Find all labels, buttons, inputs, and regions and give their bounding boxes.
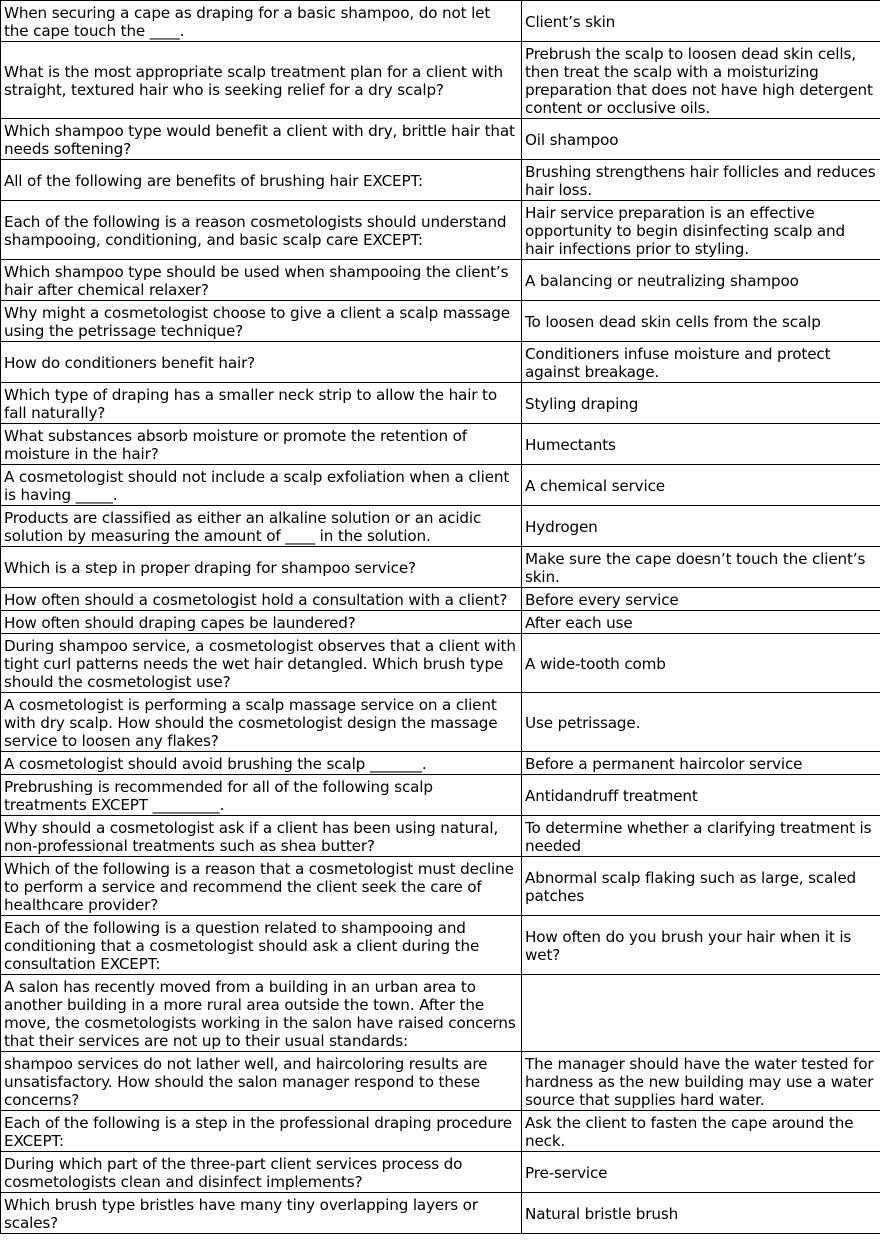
question-cell: What is the most appropriate scalp treatment plan for a client with straight, textured hair who is seeking relief for a dry scalp? — [1, 42, 522, 119]
table-row — [1, 1111, 880, 1152]
table-row — [1, 119, 880, 160]
answer-cell: Oil shampoo — [522, 119, 880, 160]
table-row — [1, 160, 880, 201]
question-cell: How often should draping capes be laundered? — [1, 611, 522, 634]
question-cell: Prebrushing is recommended for all of the following scalp treatments EXCEPT _________. — [1, 775, 522, 816]
question-cell: How often should a cosmetologist hold a consultation with a client? — [1, 588, 522, 611]
answer-cell: To loosen dead skin cells from the scalp — [522, 301, 880, 342]
table-row — [1, 916, 880, 975]
question-cell: What substances absorb moisture or promote the retention of moisture in the hair? — [1, 424, 522, 465]
question-cell: Which type of draping has a smaller neck strip to allow the hair to fall naturally? — [1, 383, 522, 424]
question-cell: Which brush type bristles have many tiny overlapping layers or scales? — [1, 1193, 522, 1234]
table-row — [1, 260, 880, 301]
answer-cell: Client’s skin — [522, 1, 880, 42]
table-row — [1, 342, 880, 383]
question-cell: During which part of the three-part client services process do cosmetologists clean and disinfect implements? — [1, 1152, 522, 1193]
table-row — [1, 634, 880, 693]
question-cell: Why should a cosmetologist ask if a client has been using natural, non-professional treatments such as shea butter? — [1, 816, 522, 857]
answer-cell: Hair service preparation is an effective opportunity to begin disinfecting scalp and hair infections prior to styling. — [522, 201, 880, 260]
table-row — [1, 465, 880, 506]
answer-cell: Before every service — [522, 588, 880, 611]
answer-cell: Abnormal scalp flaking such as large, scaled patches — [522, 857, 880, 916]
answer-cell: A balancing or neutralizing shampoo — [522, 260, 880, 301]
answer-cell: Brushing strengthens hair follicles and reduces hair loss. — [522, 160, 880, 201]
answer-cell: Ask the client to fasten the cape around the neck. — [522, 1111, 880, 1152]
question-cell: When securing a cape as draping for a basic shampoo, do not let the cape touch the ____. — [1, 1, 522, 42]
table-row — [1, 1193, 880, 1234]
table-row — [1, 975, 880, 1052]
question-cell: How do conditioners benefit hair? — [1, 342, 522, 383]
answer-cell: Natural bristle brush — [522, 1193, 880, 1234]
answer-cell: Pre-service — [522, 1152, 880, 1193]
question-cell: Each of the following is a reason cosmetologists should understand shampooing, conditioning, and basic scalp care EXCEPT: — [1, 201, 522, 260]
question-cell: Which shampoo type would benefit a client with dry, brittle hair that needs softening? — [1, 119, 522, 160]
table-row — [1, 1, 880, 42]
answer-cell: A chemical service — [522, 465, 880, 506]
question-cell: Each of the following is a step in the professional draping procedure EXCEPT: — [1, 1111, 522, 1152]
answer-cell: Hydrogen — [522, 506, 880, 547]
answer-cell: A wide-tooth comb — [522, 634, 880, 693]
question-cell: A cosmetologist should avoid brushing the scalp _______. — [1, 752, 522, 775]
table-row — [1, 424, 880, 465]
question-cell: A cosmetologist should not include a scalp exfoliation when a client is having _____. — [1, 465, 522, 506]
table-row — [1, 611, 880, 634]
table-row — [1, 1152, 880, 1193]
table-row — [1, 752, 880, 775]
answer-cell: Humectants — [522, 424, 880, 465]
table-row — [1, 201, 880, 260]
flashcard-rows — [1, 1, 880, 1234]
table-row — [1, 857, 880, 916]
question-cell: Which shampoo type should be used when shampooing the client’s hair after chemical relaxer? — [1, 260, 522, 301]
table-row — [1, 301, 880, 342]
table-row — [1, 1052, 880, 1111]
answer-cell: How often do you brush your hair when it is wet? — [522, 916, 880, 975]
table-row — [1, 383, 880, 424]
table-row — [1, 775, 880, 816]
table-row — [1, 506, 880, 547]
answer-cell: To determine whether a clarifying treatment is needed — [522, 816, 880, 857]
question-cell: During shampoo service, a cosmetologist observes that a client with tight curl patterns needs the wet hair detangled. Which brush type should the cosmetologist use? — [1, 634, 522, 693]
answer-cell: Styling draping — [522, 383, 880, 424]
answer-cell: The manager should have the water tested for hardness as the new building may use a water source that supplies hard water. — [522, 1052, 880, 1111]
question-cell: Which is a step in proper draping for shampoo service? — [1, 547, 522, 588]
table-row — [1, 42, 880, 119]
answer-cell: Conditioners infuse moisture and protect against breakage. — [522, 342, 880, 383]
question-cell: A salon has recently moved from a building in an urban area to another building in a more rural area outside the town. After the move, the cosmetologists working in the salon have raised concerns that their services are not up to their usual standards: — [1, 975, 522, 1052]
answer-cell: Antidandruff treatment — [522, 775, 880, 816]
answer-cell: Use petrissage. — [522, 693, 880, 752]
question-cell: A cosmetologist is performing a scalp massage service on a client with dry scalp. How should the cosmetologist design the massage service to loosen any flakes? — [1, 693, 522, 752]
answer-cell: After each use — [522, 611, 880, 634]
table-row — [1, 547, 880, 588]
table-row — [1, 693, 880, 752]
answer-cell — [522, 975, 880, 1052]
question-cell: Why might a cosmetologist choose to give a client a scalp massage using the petrissage technique? — [1, 301, 522, 342]
question-cell: Products are classified as either an alkaline solution or an acidic solution by measuring the amount of ____ in the solution. — [1, 506, 522, 547]
question-cell: Which of the following is a reason that a cosmetologist must decline to perform a service and recommend the client seek the care of healthcare provider? — [1, 857, 522, 916]
question-cell: Each of the following is a question related to shampooing and conditioning that a cosmetologist should ask a client during the consultation EXCEPT: — [1, 916, 522, 975]
question-cell: shampoo services do not lather well, and haircoloring results are unsatisfactory. How should the salon manager respond to these concerns? — [1, 1052, 522, 1111]
table-row — [1, 816, 880, 857]
table-row — [1, 588, 880, 611]
answer-cell: Prebrush the scalp to loosen dead skin cells, then treat the scalp with a moisturizing preparation that does not have high detergent content or occlusive oils. — [522, 42, 880, 119]
question-cell: All of the following are benefits of brushing hair EXCEPT: — [1, 160, 522, 201]
answer-cell: Before a permanent haircolor service — [522, 752, 880, 775]
answer-cell: Make sure the cape doesn’t touch the client’s skin. — [522, 547, 880, 588]
